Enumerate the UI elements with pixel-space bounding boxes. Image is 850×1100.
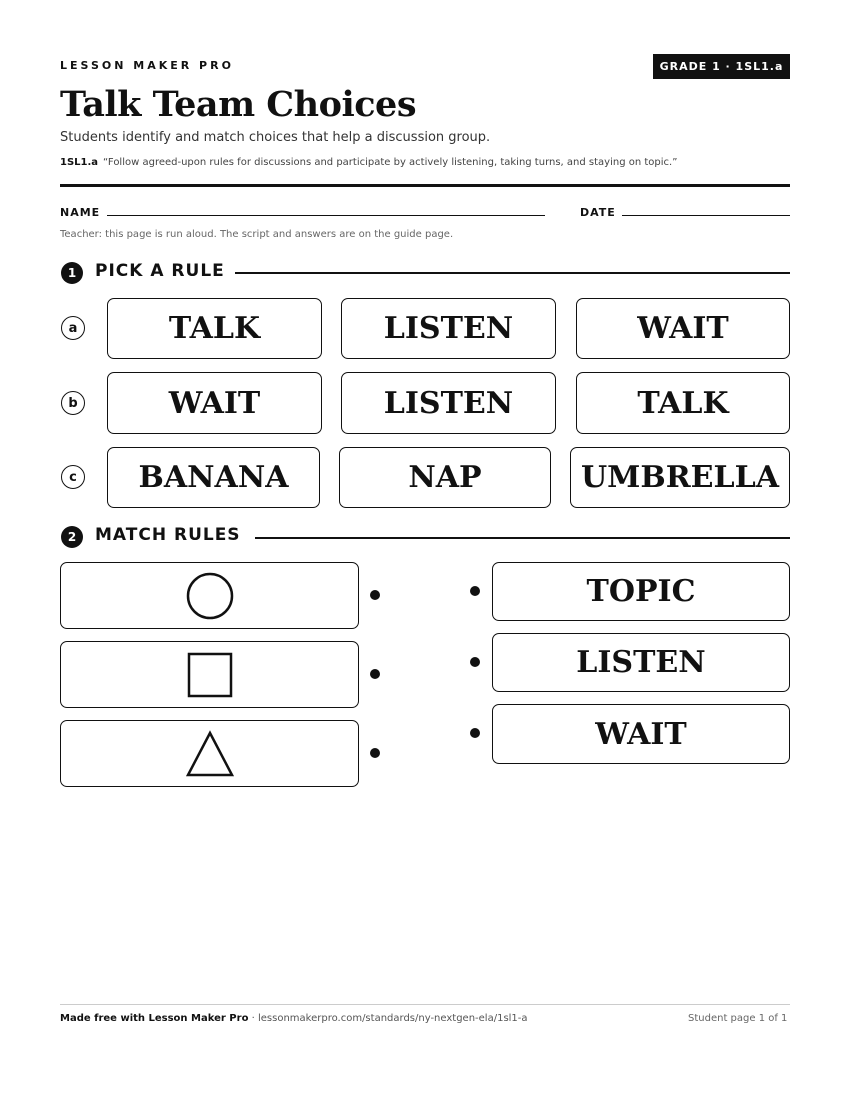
teacher-note: Teacher: this page is run aloud. The script and answers are on the guide page. [60, 229, 454, 240]
page-subtitle: Students identify and match choices that help a discussion group. [60, 130, 491, 145]
match-word-1[interactable]: TOPIC [492, 562, 790, 621]
square-icon [185, 650, 235, 700]
choice-b-1[interactable]: WAIT [107, 372, 322, 434]
choice-b-3[interactable]: TALK [576, 372, 790, 434]
match-dot-right-2[interactable] [470, 657, 480, 667]
standard-code: 1SL1.a [60, 157, 99, 168]
match-dot-right-3[interactable] [470, 728, 480, 738]
match-word-2[interactable]: LISTEN [492, 633, 790, 692]
match-dot-left-3[interactable] [370, 748, 380, 758]
row-label-a: a [61, 316, 85, 340]
row-label-b: b [61, 391, 85, 415]
section-1-title: PICK A RULE [95, 261, 225, 281]
circle-icon [185, 571, 235, 621]
date-field[interactable] [622, 215, 790, 216]
footer-credit [60, 1013, 528, 1024]
brand-name: LESSON MAKER PRO [60, 59, 234, 72]
choice-a-1[interactable]: TALK [107, 298, 322, 359]
match-dot-right-1[interactable] [470, 586, 480, 596]
choice-c-3[interactable]: UMBRELLA [570, 447, 790, 508]
section-2-number: 2 [61, 526, 83, 548]
date-label: DATE [580, 206, 616, 219]
triangle-icon [185, 729, 235, 779]
footer-made-with: Made free with Lesson Maker Pro [60, 1013, 249, 1024]
section-2-title: MATCH RULES [95, 525, 241, 545]
match-dot-left-1[interactable] [370, 590, 380, 600]
name-label: NAME [60, 206, 101, 219]
choice-a-2[interactable]: LISTEN [341, 298, 556, 359]
name-field[interactable] [107, 215, 545, 216]
standard-text: “Follow agreed-upon rules for discussions and participate by actively listening, taking turns, and staying on topic.” [103, 157, 678, 168]
shape-box-triangle[interactable] [60, 720, 359, 787]
page-title: Talk Team Choices [60, 84, 417, 125]
shape-box-square[interactable] [60, 641, 359, 708]
choice-a-3[interactable]: WAIT [576, 298, 790, 359]
grade-badge: GRADE 1 · 1SL1.a [653, 54, 790, 79]
match-word-3[interactable]: WAIT [492, 704, 790, 764]
shape-box-circle[interactable] [60, 562, 359, 629]
match-dot-left-2[interactable] [370, 669, 380, 679]
standard-line [60, 157, 677, 168]
row-label-c: c [61, 465, 85, 489]
section-1-rule [235, 272, 790, 274]
choice-c-1[interactable]: BANANA [107, 447, 320, 508]
footer-divider [60, 1004, 790, 1005]
footer-url[interactable]: · lessonmakerpro.com/standards/ny-nextgen-ela/1sl1-a [248, 1013, 528, 1024]
choice-b-2[interactable]: LISTEN [341, 372, 556, 434]
choice-c-2[interactable]: NAP [339, 447, 551, 508]
header-divider [60, 184, 790, 187]
footer-page-number: Student page 1 of 1 [688, 1013, 788, 1024]
section-1-number: 1 [61, 262, 83, 284]
section-2-rule [255, 537, 790, 539]
